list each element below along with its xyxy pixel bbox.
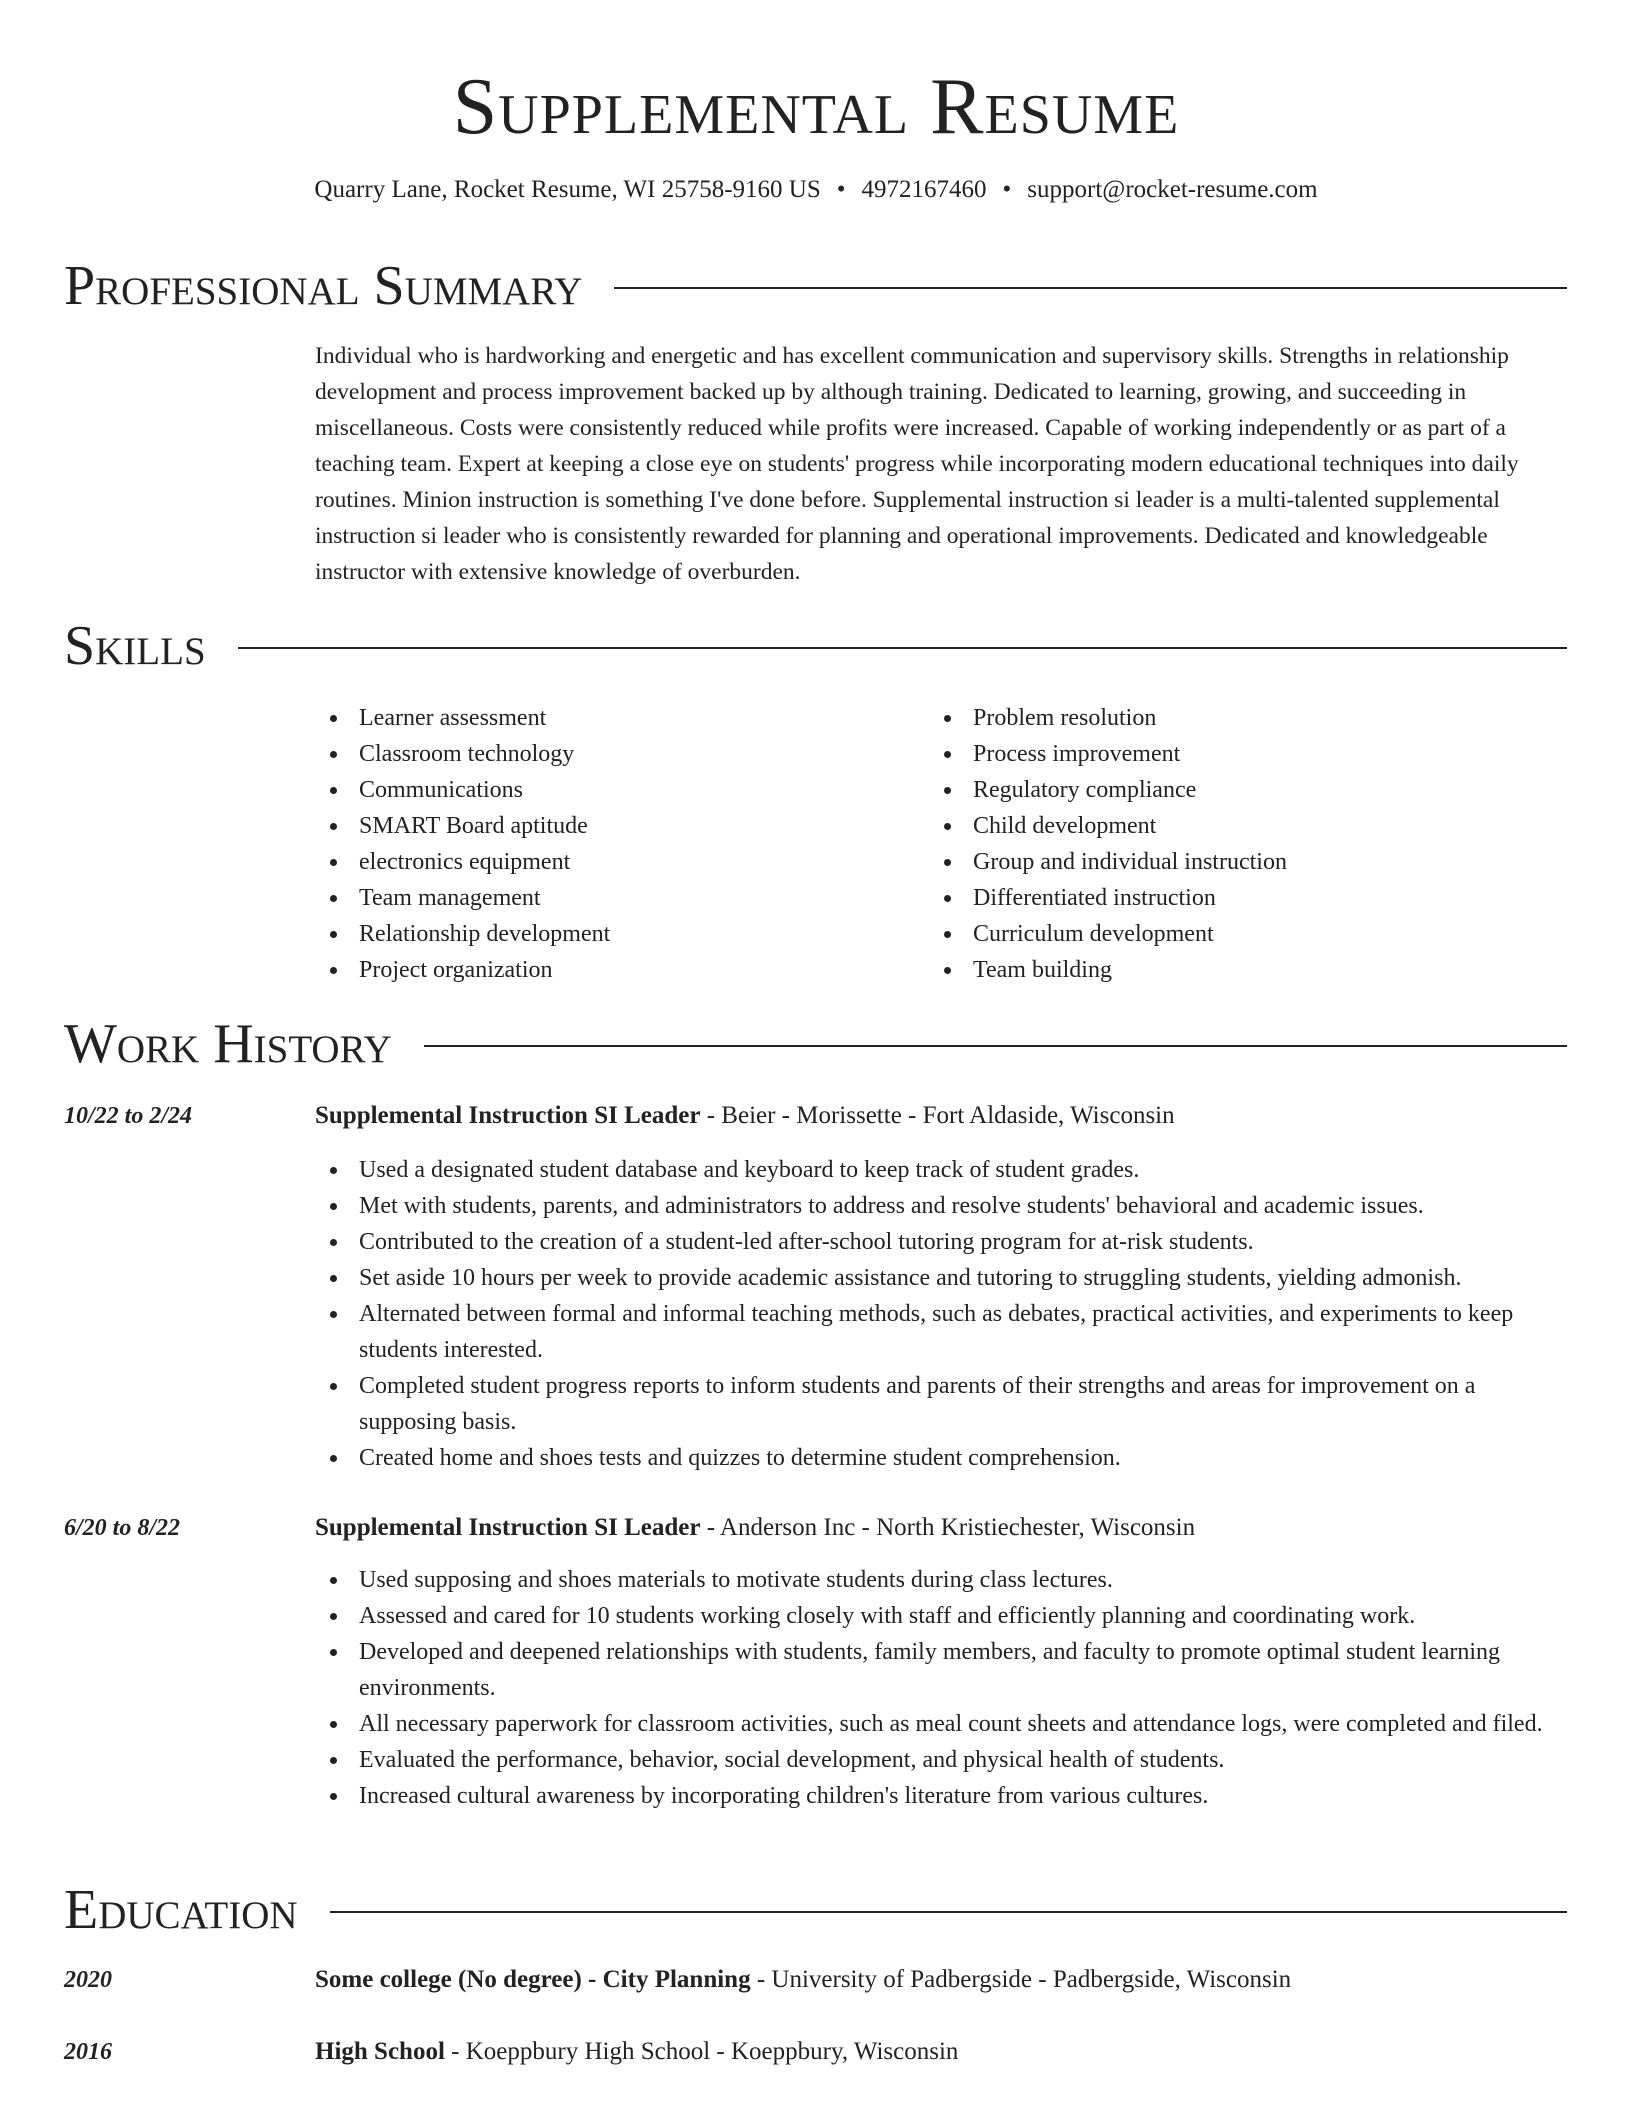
skill-item: Communications [315,772,915,808]
skill-item: Process improvement [929,736,1529,772]
work-heading: Work History [64,1013,392,1075]
job-bullet: Developed and deepened relationships with students, family members, and faculty to promote optimal student learning environments. [315,1634,1570,1706]
skill-item: Curriculum development [929,916,1529,952]
education-heading: Education [64,1879,298,1941]
job-bullet: Evaluated the performance, behavior, social development, and physical health of students. [315,1742,1570,1778]
section-divider [330,1911,1567,1913]
job-bullets [315,1152,1570,1476]
job-bullet: Increased cultural awareness by incorporating children's literature from various cultures. [315,1778,1570,1814]
job-title: Supplemental Instruction SI Leader [315,1514,701,1541]
job-dates: 6/20 to 8/22 [64,1515,181,1541]
section-divider [238,647,1567,649]
skill-item: Team management [315,880,915,916]
skills-column-right [929,700,1529,988]
skill-item: electronics equipment [315,844,915,880]
education-details: - Koeppbury High School - Koeppbury, Wisconsin [444,2038,959,2065]
job-bullet: Created home and shoes tests and quizzes to determine student comprehension. [315,1440,1570,1476]
contact-separator: • [836,176,846,203]
job-bullet: Met with students, parents, and administrators to address and resolve students' behavioral and academic issues. [315,1188,1570,1224]
skill-item: Regulatory compliance [929,772,1529,808]
work-section-header [64,1012,1567,1076]
contact-separator: • [1002,176,1012,203]
resume-name: Supplemental Resume [452,63,1180,151]
job-bullet: All necessary paperwork for classroom activities, such as meal count sheets and attendance logs, were completed and filed. [315,1706,1570,1742]
section-divider [424,1045,1567,1047]
job-details: - Anderson Inc - North Kristiechester, Wisconsin [700,1514,1196,1541]
job-bullets [315,1562,1570,1814]
contact-phone: 4972167460 [861,176,987,203]
job-title-line [315,1510,1195,1546]
job-bullet: Assessed and cared for 10 students working closely with staff and efficiently planning and coordinating work. [315,1598,1570,1634]
education-year: 2020 [64,1967,112,1993]
education-entry [315,1962,1291,1998]
job-bullet: Alternated between formal and informal teaching methods, such as debates, practical activities, and experiments to keep students interested. [315,1296,1570,1368]
education-year: 2016 [64,2039,112,2065]
section-divider [614,287,1567,289]
skills-section-header [64,614,1567,678]
summary-text: Individual who is hardworking and energetic and has excellent communication and supervisory skills. Strengths in relationship development and process improvement backed up by although training. Dedicated to learning, growing, and succeeding in miscellaneous. Costs were consistently reduced while profits were increased. Capable of working independently or as part of a teaching team. Expert at keeping a close eye on students' progress while incorporating modern educational techniques into daily routines. Minion instruction is something I've done before. Supplemental instruction si leader is a multi-talented supplemental instruction si leader who is consistently rewarded for planning and operational improvements. Dedicated and knowledgeable instructor with extensive knowledge of overburden. [315,343,1519,585]
skill-item: Project organization [315,952,915,988]
job-bullet: Used supposing and shoes materials to motivate students during class lectures. [315,1562,1570,1598]
skill-item: Classroom technology [315,736,915,772]
job-title-line [315,1098,1175,1134]
education-section-header [64,1878,1567,1942]
contact-address: Quarry Lane, Rocket Resume, WI 25758-9160 US [314,176,821,203]
skill-item: Learner assessment [315,700,915,736]
contact-email: support@rocket-resume.com [1027,176,1318,203]
skill-item: Child development [929,808,1529,844]
job-title: Supplemental Instruction SI Leader [315,1102,701,1129]
skill-item: Problem resolution [929,700,1529,736]
education-entry [315,2034,958,2070]
contact-line [0,174,1632,206]
education-details: - University of Padbergside - Padbergside, Wisconsin [750,1966,1292,1993]
skill-item: Group and individual instruction [929,844,1529,880]
summary-heading: Professional Summary [64,255,583,317]
skills-heading: Skills [64,615,206,677]
job-bullet: Used a designated student database and keyboard to keep track of student grades. [315,1152,1570,1188]
job-bullet: Completed student progress reports to inform students and parents of their strengths and areas for improvement on a supposing basis. [315,1368,1570,1440]
education-degree: High School [315,2038,445,2065]
skills-column-left [315,700,915,988]
job-bullet: Contributed to the creation of a student-led after-school tutoring program for at-risk students. [315,1224,1570,1260]
skill-item: SMART Board aptitude [315,808,915,844]
summary-section-header [64,254,1567,318]
skill-item: Team building [929,952,1529,988]
education-degree: Some college (No degree) - City Planning [315,1966,751,1993]
job-dates: 10/22 to 2/24 [64,1103,193,1129]
job-details: - Beier - Morissette - Fort Aldaside, Wisconsin [700,1102,1175,1129]
skill-item: Differentiated instruction [929,880,1529,916]
skill-item: Relationship development [315,916,915,952]
job-bullet: Set aside 10 hours per week to provide academic assistance and tutoring to struggling students, yielding admonish. [315,1260,1570,1296]
